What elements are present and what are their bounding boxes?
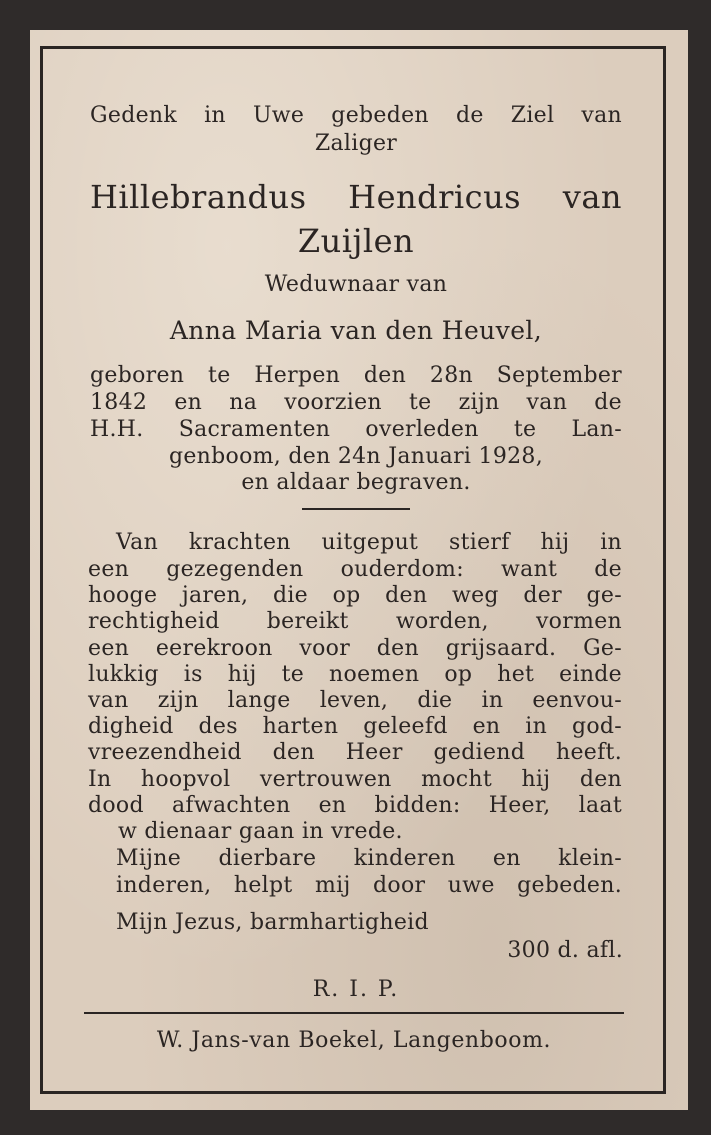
deceased-name-line-1: Hillebrandus Hendricus van [90, 178, 622, 216]
separator-long [84, 1012, 624, 1014]
deceased-name-line-2: Zuijlen [297, 222, 415, 260]
body-line-15: Mijn Jezus, barmhartigheid [116, 910, 429, 935]
printer-credit: W. Jans-van Boekel, Langenboom. [156, 1028, 552, 1053]
body-line-2: een gezegenden ouderdom: want de [88, 557, 622, 582]
details-line-3: H.H. Sacramenten overleden te Lan- [90, 417, 622, 442]
body-line-3: hooge jaren, die op den weg der ge- [88, 583, 622, 608]
body-line-10: In hoopvol vertrouwen mocht hij den [88, 767, 622, 792]
details-line-4: genboom, den 24n Januari 1928, [168, 444, 544, 469]
body-line-11: dood afwachten en bidden: Heer, laat [88, 793, 622, 818]
indulgence-note: 300 d. afl. [507, 938, 623, 963]
rip-text: R. I. P. [312, 977, 400, 1002]
body-line-13: Mijne dierbare kinderen en klein- [116, 846, 622, 871]
details-line-1: geboren te Herpen den 28n September [90, 363, 622, 388]
intro-line-1: Gedenk in Uwe gebeden de Ziel van [90, 103, 622, 128]
body-line-5: een eerekroon voor den grijsaard. Ge- [88, 636, 622, 661]
details-line-2: 1842 en na voorzien te zijn van de [90, 390, 622, 415]
intro-line-2: Zaliger [314, 131, 398, 156]
body-line-6: lukkig is hij te noemen op het einde [88, 662, 622, 687]
relation-label: Weduwnaar van [264, 272, 448, 297]
body-line-4: rechtigheid bereikt worden, vormen [88, 609, 622, 634]
body-line-7: van zijn lange leven, die in eenvou- [88, 688, 622, 713]
body-line-12: w dienaar gaan in vrede. [118, 819, 403, 844]
spouse-name: Anna Maria van den Heuvel, [169, 316, 543, 345]
body-line-14: inderen, helpt mij door uwe gebeden. [116, 873, 622, 898]
body-line-8: digheid des harten geleefd en in god- [88, 714, 622, 739]
body-line-9: vreezendheid den Heer gediend heeft. [88, 740, 622, 765]
details-line-5: en aldaar begraven. [241, 470, 471, 495]
body-line-1: Van krachten uitgeput stierf hij in [116, 530, 622, 555]
separator-short [302, 508, 410, 510]
